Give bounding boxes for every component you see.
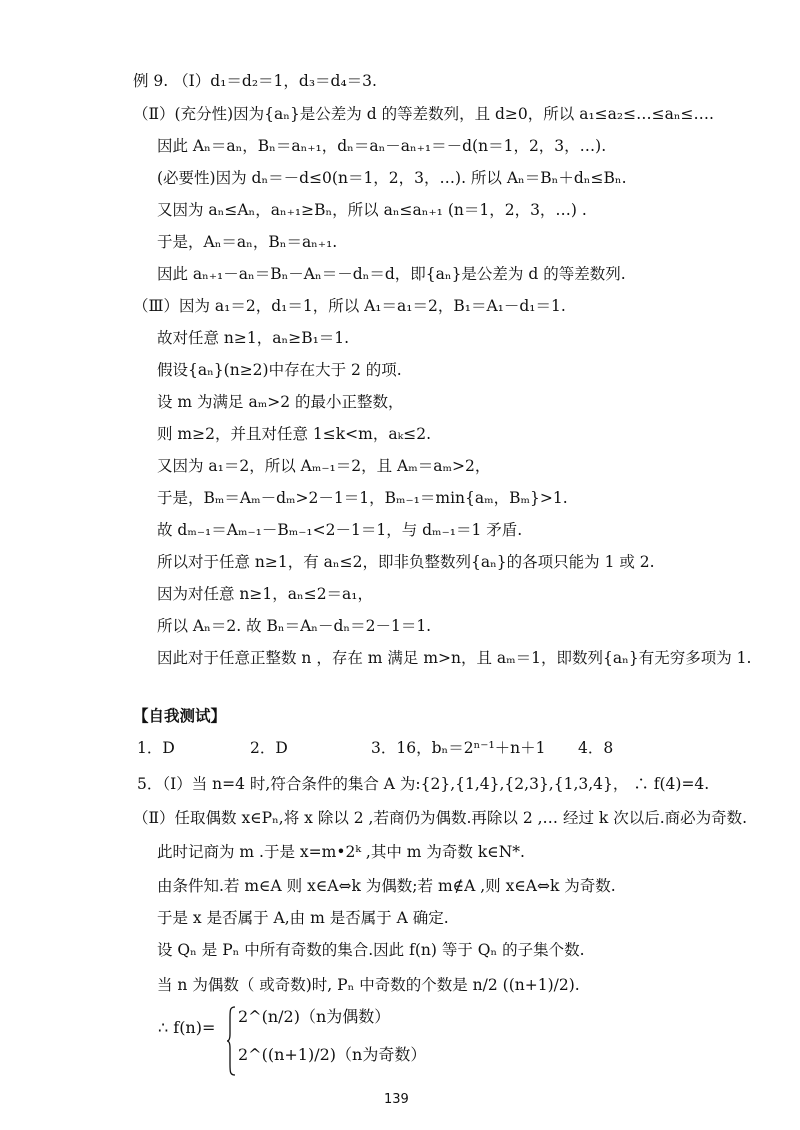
answer-4: 4．8 [578,739,614,757]
cases-label: ∴ f(n)= [158,1018,216,1037]
line-part3-assume: 假设{aₙ}(n≥2)中存在大于 2 的项. [157,361,402,379]
answer-1: 1．D [137,739,175,757]
line-part3-so: 所以 Aₙ＝2. 故 Bₙ＝Aₙ－dₙ＝2－1＝1. [157,617,432,635]
line-q5-quotient: 此时记商为 m .于是 x=m•2ᵏ ,其中 m 为奇数 k∈N*. [157,843,525,861]
line-part2-hence: 因此 Aₙ＝aₙ，Bₙ＝aₙ₊₁，dₙ＝aₙ－aₙ₊₁＝－d(n＝1，2，3，…). [157,137,607,155]
page-number: 139 [384,1092,409,1107]
line-part3-then: 则 m≥2，并且对任意 1≤k<m，aₖ≤2. [157,425,431,443]
line-part2-necessity: (必要性)因为 dₙ＝－d≤0(n＝1，2，3，…). 所以 Aₙ＝Bₙ＋dₙ≤Bₙ. [157,169,627,187]
line-q5-part1: 5．（Ⅰ）当 n=4 时,符合条件的集合 A 为:{2},{1,4},{2,3},{1,3,4}， ∴ f(4)=4. [137,775,710,793]
section-heading-self-test: 【自我测试】 [133,707,227,725]
line-q5-membership: 于是 x 是否属于 A,由 m 是否属于 A 确定. [157,909,449,927]
left-brace-icon [226,1006,236,1076]
line-q5-condition: 由条件知.若 m∈A 则 x∈A⇔k 为偶数;若 m∉A ,则 x∈A⇔k 为奇数. [157,877,616,895]
line-q5-count: 当 n 为偶数（ 或奇数)时, Pₙ 中奇数的个数是 n/2 ((n+1)/2). [157,976,580,994]
line-part3-final: 因此对于任意正整数 n ，存在 m 满足 m>n，且 aₘ＝1，即数列{aₙ}有无穷多项为 1. [157,649,752,667]
line-q5-part2-start: （Ⅱ）任取偶数 x∈Pₙ,将 x 除以 2 ,若商仍为偶数.再除以 2 ,… 经过 k 次以后.商必为奇数. [133,809,748,827]
line-part3-thus: 于是，Bₘ＝Aₘ－dₘ>2－1＝1，Bₘ₋₁＝min{aₘ，Bₘ}>1. [157,489,568,507]
line-part3-contradiction: 故 dₘ₋₁＝Aₘ₋₁－Bₘ₋₁<2－1＝1，与 dₘ₋₁＝1 矛盾. [157,521,523,539]
line-part3-start: （Ⅲ）因为 a₁＝2，d₁＝1，所以 A₁＝a₁＝2，B₁＝A₁－d₁＝1. [133,297,566,315]
answer-2: 2．D [250,739,288,757]
line-q5-odd-set: 设 Qₙ 是 Pₙ 中所有奇数的集合.因此 f(n) 等于 Qₙ 的子集个数. [157,941,585,959]
case-even: 2^(n/2)（n为偶数） [238,1007,391,1026]
line-example-9-part1: 例 9. （Ⅰ）d₁＝d₂＝1，d₃＝d₄＝3. [133,72,377,90]
line-part3-therefore: 所以对于任意 n≥1，有 aₙ≤2，即非负整数列{aₙ}的各项只能为 1 或 2. [157,553,655,571]
line-part2-conclusion: 因此 aₙ₊₁－aₙ＝Bₙ－Aₙ＝－dₙ＝d，即{aₙ}是公差为 d 的等差数列. [157,265,626,283]
line-part3-any-n: 故对任意 n≥1，aₙ≥B₁＝1. [157,329,350,347]
line-part2-also: 又因为 aₙ≤Aₙ，aₙ₊₁≥Bₙ，所以 aₙ≤aₙ₊₁ (n＝1，2，3，…) . [157,201,587,219]
line-part2-sufficiency: （Ⅱ）(充分性)因为{aₙ}是公差为 d 的等差数列，且 d≥0，所以 a₁≤a₂≤…≤aₙ≤…. [133,105,714,123]
line-part3-because: 因为对任意 n≥1，aₙ≤2＝a₁， [157,585,374,603]
line-part2-thus: 于是，Aₙ＝aₙ，Bₙ＝aₙ₊₁. [157,233,338,251]
answer-3: 3．16，bₙ＝2ⁿ⁻¹＋n＋1 [371,739,546,757]
line-part3-let-m: 设 m 为满足 aₘ>2 的最小正整数， [157,393,404,411]
case-odd: 2^((n+1)/2)（n为奇数） [238,1045,427,1064]
line-part3-also: 又因为 a₁＝2，所以 Aₘ₋₁＝2，且 Aₘ＝aₘ>2， [157,457,491,475]
